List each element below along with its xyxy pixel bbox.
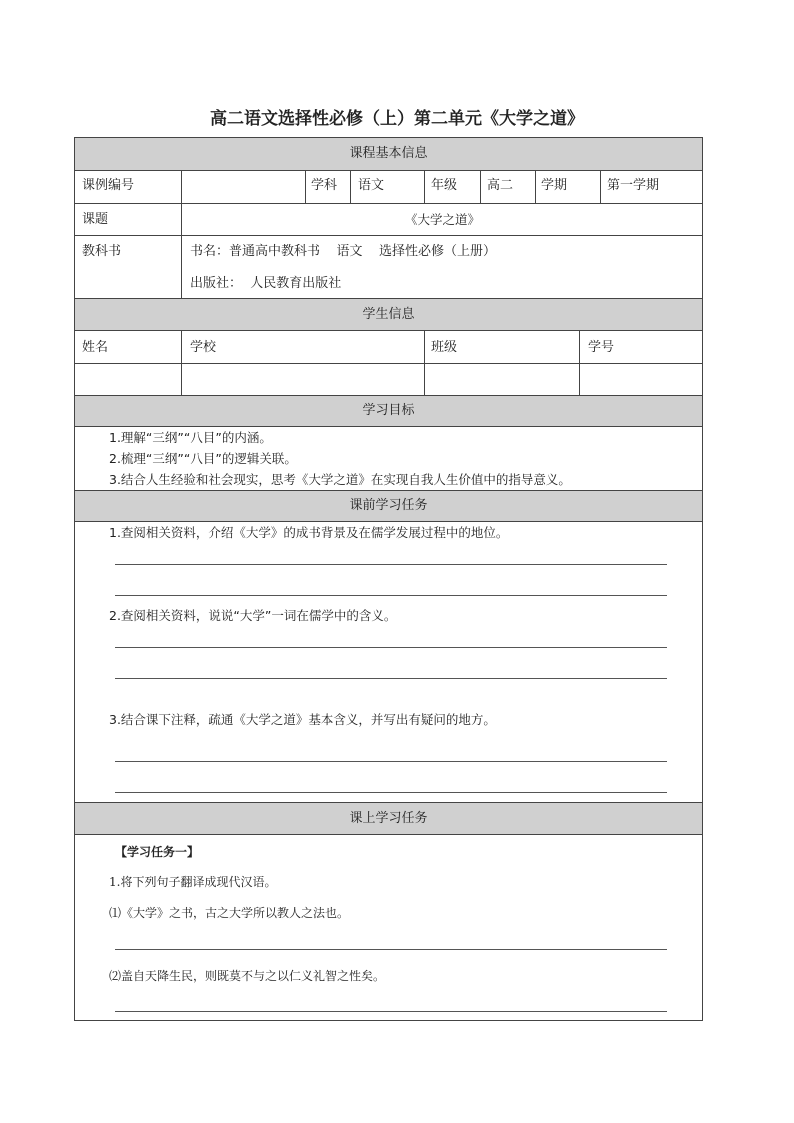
case-number-label: 课例编号 <box>82 178 135 193</box>
section-header-basic-info: 课程基本信息 <box>75 138 702 171</box>
translation-item: ⑴《大学》之书，古之大学所以教人之法也。 <box>109 906 350 920</box>
term-label: 学期 <box>541 178 568 193</box>
task-section-title: 【学习任务一】 <box>115 845 200 859</box>
textbook-name: 书名：普通高中教科书 语文 选择性必修（上册） <box>190 244 497 259</box>
grade-value: 高二 <box>487 178 514 193</box>
section-header-objectives: 学习目标 <box>75 396 702 427</box>
task-instruction: 1.将下列句子翻译成现代汉语。 <box>109 875 277 889</box>
textbook-label: 教科书 <box>82 244 122 259</box>
term-value: 第一学期 <box>607 178 660 193</box>
student-id-field[interactable] <box>580 364 701 394</box>
answer-line <box>115 1011 667 1012</box>
grade-label: 年级 <box>431 178 458 193</box>
answer-line <box>115 564 667 565</box>
section-header-pre-class-tasks: 课前学习任务 <box>75 491 702 522</box>
student-name-field[interactable] <box>76 364 180 394</box>
section-header-student-info: 学生信息 <box>75 299 702 331</box>
student-class-field[interactable] <box>425 364 579 394</box>
answer-line <box>115 595 667 596</box>
answer-line <box>115 949 667 950</box>
translation-item: ⑵盖自天降生民，则既莫不与之以仁义礼智之性矣。 <box>109 969 386 983</box>
objective-item: 3.结合人生经验和社会现实，思考《大学之道》在实现自我人生价值中的指导意义。 <box>109 472 571 487</box>
student-name-label: 姓名 <box>82 340 109 355</box>
answer-line <box>115 647 667 648</box>
subject-label: 学科 <box>311 178 338 193</box>
student-school-label: 学校 <box>190 340 217 355</box>
pre-class-task: 3.结合课下注释，疏通《大学之道》基本含义，并写出有疑问的地方。 <box>109 712 496 727</box>
topic-label: 课题 <box>82 212 109 227</box>
objective-item: 2.梳理“三纲”“八目”的逻辑关联。 <box>109 451 297 466</box>
textbook-publisher: 出版社： 人民教育出版社 <box>190 276 342 291</box>
page-title: 高二语文选择性必修（上）第二单元《大学之道》 <box>210 109 584 129</box>
pre-class-task: 1.查阅相关资料，介绍《大学》的成书背景及在儒学发展过程中的地位。 <box>109 525 509 540</box>
objective-item: 1.理解“三纲”“八目”的内涵。 <box>109 430 272 445</box>
topic-value: 《大学之道》 <box>404 212 480 227</box>
student-school-field[interactable] <box>182 364 424 394</box>
student-id-label: 学号 <box>588 340 615 355</box>
pre-class-task: 2.查阅相关资料，说说“大学”一词在儒学中的含义。 <box>109 608 397 623</box>
answer-line <box>115 792 667 793</box>
case-number-value <box>185 176 305 196</box>
section-header-in-class-tasks: 课上学习任务 <box>75 803 702 835</box>
course-table <box>74 137 703 1021</box>
student-class-label: 班级 <box>431 340 458 355</box>
answer-line <box>115 678 667 679</box>
subject-value: 语文 <box>358 178 385 193</box>
answer-line <box>115 761 667 762</box>
